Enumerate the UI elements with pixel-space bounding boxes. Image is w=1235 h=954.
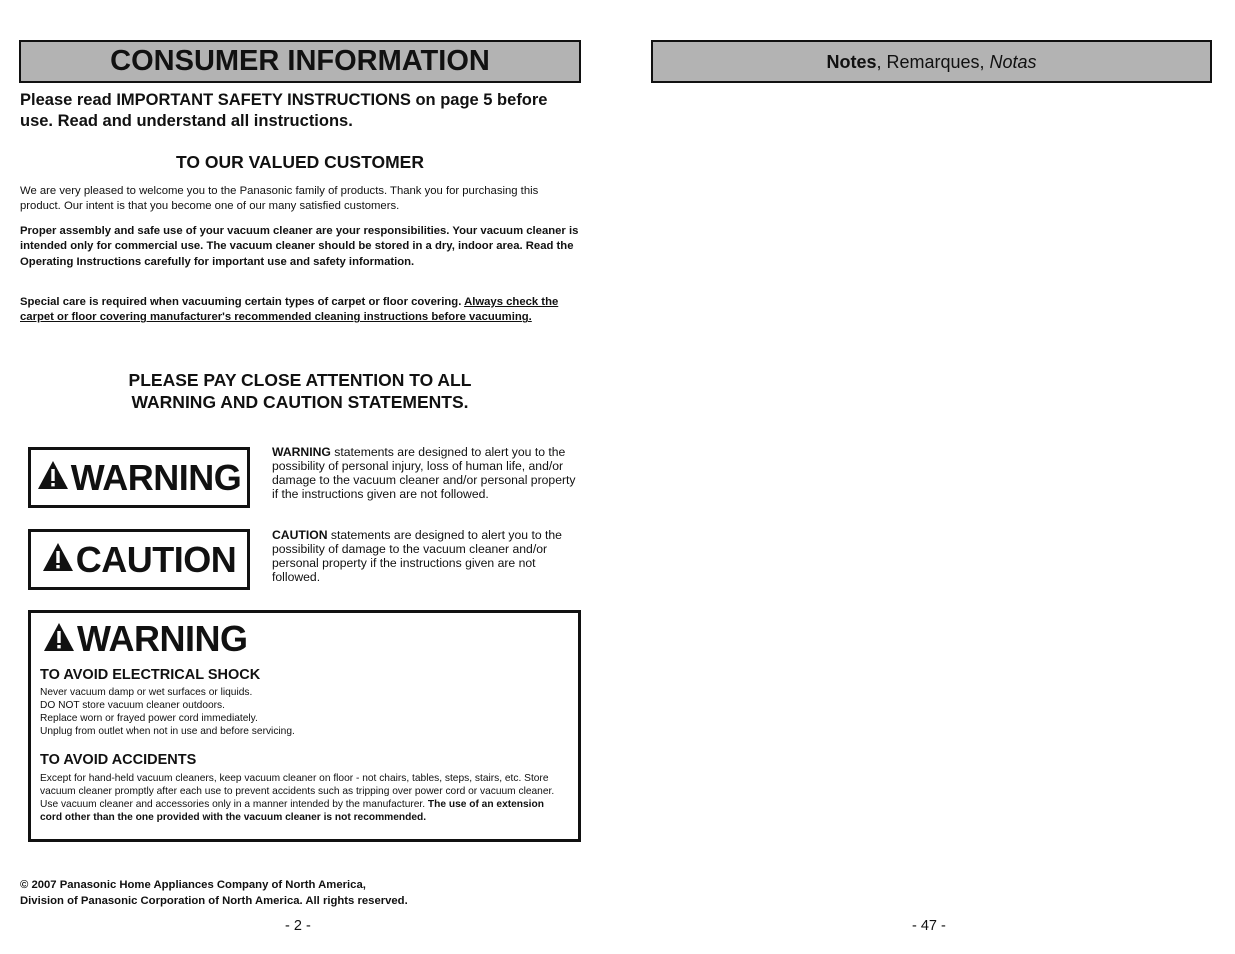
notes-header [651,40,1212,83]
notes-title-english: Notes [826,52,877,72]
warning-desc-keyword: WARNING [272,445,331,459]
caution-desc-keyword: CAUTION [272,528,328,542]
electrical-shock-heading: TO AVOID ELECTRICAL SHOCK [40,667,261,683]
caution-desc-text: statements are designed to alert you to the possibility of damage to the vacuum cleaner and/or personal property if the instructions given are not followed. [272,528,562,584]
warning-signal-box [28,447,250,508]
copyright-notice [20,878,408,909]
caution-description [272,528,577,584]
warning-panel-word: WARNING [77,618,248,659]
welcome-paragraph: We are very pleased to welcome you to the Panasonic family of products. Thank you for purchasing this product. Our intent is that you become one of our many satisfied customers. [20,185,539,213]
electrical-shock-list [40,686,565,738]
accidents-heading: TO AVOID ACCIDENTS [40,752,197,768]
warning-description [272,445,577,501]
attention-heading [20,369,580,413]
accidents-text-bold: The use of an extension cord other than the one provided with the vacuum cleaner is not recommended. [40,799,544,823]
attention-line-1: PLEASE PAY CLOSE ATTENTION TO ALL [128,370,472,390]
warning-panel-title [43,618,248,659]
warning-triangle-icon [43,622,75,657]
responsibility-paragraph: Proper assembly and safe use of your vacuum cleaner are your responsibilities. Your vacuum cleaner is intended only for commercial use. The vacuum cleaner should be stored in a dry, indoor area. Read the Operating Instructions carefully for important use and safety information. [20,225,579,268]
special-care-paragraph [20,295,580,326]
special-care-underlined: Always check the carpet or floor covering manufacturer's recommended cleaning instructions before vacuuming. [20,296,559,324]
shock-item: Unplug from outlet when not in use and before servicing. [40,726,295,737]
accidents-text: Except for hand-held vacuum cleaners, keep vacuum cleaner on floor - not chairs, tables, steps, stairs, etc. Store vacuum cleaner promptly after each use to prevent accidents such as tripping over power cord or vacuum cleaner. Use vacuum cleaner and accessories only in a manner intended by the manufacturer. [40,773,555,810]
page-title: CONSUMER INFORMATION [110,45,490,77]
notes-title [653,42,1210,82]
accidents-paragraph [40,772,565,824]
shock-item: Never vacuum damp or wet surfaces or liquids. [40,687,253,698]
copyright-line-2: Division of Panasonic Corporation of North America. All rights reserved. [20,894,408,907]
warning-signal-word: WARNING [70,456,242,498]
page-number-left: - 2 - [285,918,311,934]
copyright-line-1: © 2007 Panasonic Home Appliances Company of North America, [20,879,366,891]
shock-item: Replace worn or frayed power cord immediately. [40,713,258,724]
notes-title-french: , Remarques, [876,52,990,72]
intro-instructions: Please read IMPORTANT SAFETY INSTRUCTIONS on page 5 before use. Read and understand all instructions. [20,91,548,130]
caution-signal-box [28,529,250,590]
warning-panel [28,610,581,842]
attention-line-2: WARNING AND CAUTION STATEMENTS. [131,392,469,412]
warning-desc-text: statements are designed to alert you to the possibility of personal injury, loss of human life, and/or damage to the vacuum cleaner and/or personal property if the instructions given are not followed. [272,445,576,501]
notes-title-spanish: Notas [989,52,1037,72]
consumer-information-header [19,40,581,83]
page-number-right: - 47 - [912,918,946,934]
warning-triangle-icon [37,460,69,495]
valued-customer-heading: TO OUR VALUED CUSTOMER [176,152,424,172]
caution-triangle-icon [42,542,74,577]
special-care-text: Special care is required when vacuuming certain types of carpet or floor covering. [20,296,465,308]
caution-signal-word: CAUTION [75,538,237,580]
shock-item: DO NOT store vacuum cleaner outdoors. [40,700,225,711]
